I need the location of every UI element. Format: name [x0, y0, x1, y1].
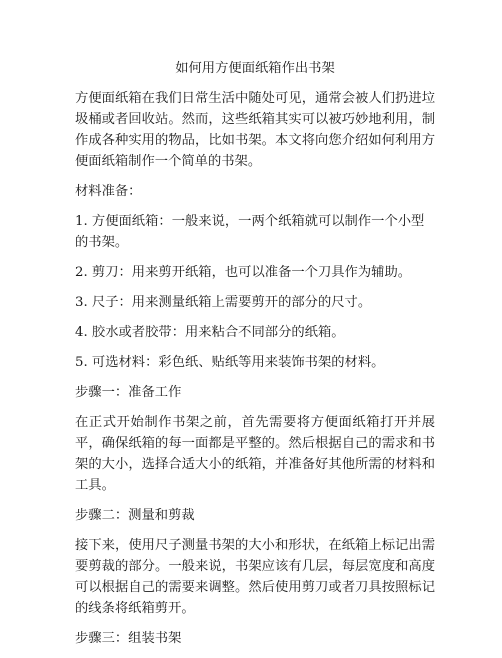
step2-heading: 步骤二：测量和剪裁 [75, 508, 195, 523]
step3-heading: 步骤三：组装书架 [75, 631, 182, 646]
material-item-2: 2. 剪刀：用来剪开纸箱，也可以准备一个刀具作为辅助。 [75, 265, 412, 280]
material-item-4: 4. 胶水或者胶带：用来粘合不同部分的纸箱。 [75, 325, 345, 340]
materials-heading: 材料准备： [75, 184, 142, 199]
material-item-5: 5. 可选材料：彩色纸、贴纸等用来装饰书架的材料。 [75, 355, 385, 370]
document-page [75, 58, 435, 658]
document-title: 如何用方便面纸箱作出书架 [175, 61, 335, 76]
material-item-1: 1. 方便面纸箱：一般来说，一两个纸箱就可以制作一个小型的书架。 [75, 214, 425, 250]
step2-paragraph: 接下来，使用尺子测量书架的大小和形状，在纸箱上标记出需要剪裁的部分。一般来说，书架应该有几层，每层宽度和高度可以根据自己的需要来调整。然后使用剪刀或者刀具按照标记的线条将纸箱剪开。 [75, 538, 435, 616]
step1-heading: 步骤一：准备工作 [75, 385, 182, 400]
material-item-3: 3. 尺子：用来测量纸箱上需要剪开的部分的尺寸。 [75, 295, 372, 310]
step1-paragraph: 在正式开始制作书架之前，首先需要将方便面纸箱打开并展平，确保纸箱的每一面都是平整的。然后根据自己的需求和书架的大小，选择合适大小的纸箱，并准备好其他所需的材料和工具。 [75, 415, 435, 493]
intro-paragraph: 方便面纸箱在我们日常生活中随处可见，通常会被人们扔进垃圾桶或者回收站。然而，这些纸箱其实可以被巧妙地利用，制作成各种实用的物品，比如书架。本文将向您介绍如何利用方便面纸箱制作一个简单的书架。 [75, 91, 435, 169]
